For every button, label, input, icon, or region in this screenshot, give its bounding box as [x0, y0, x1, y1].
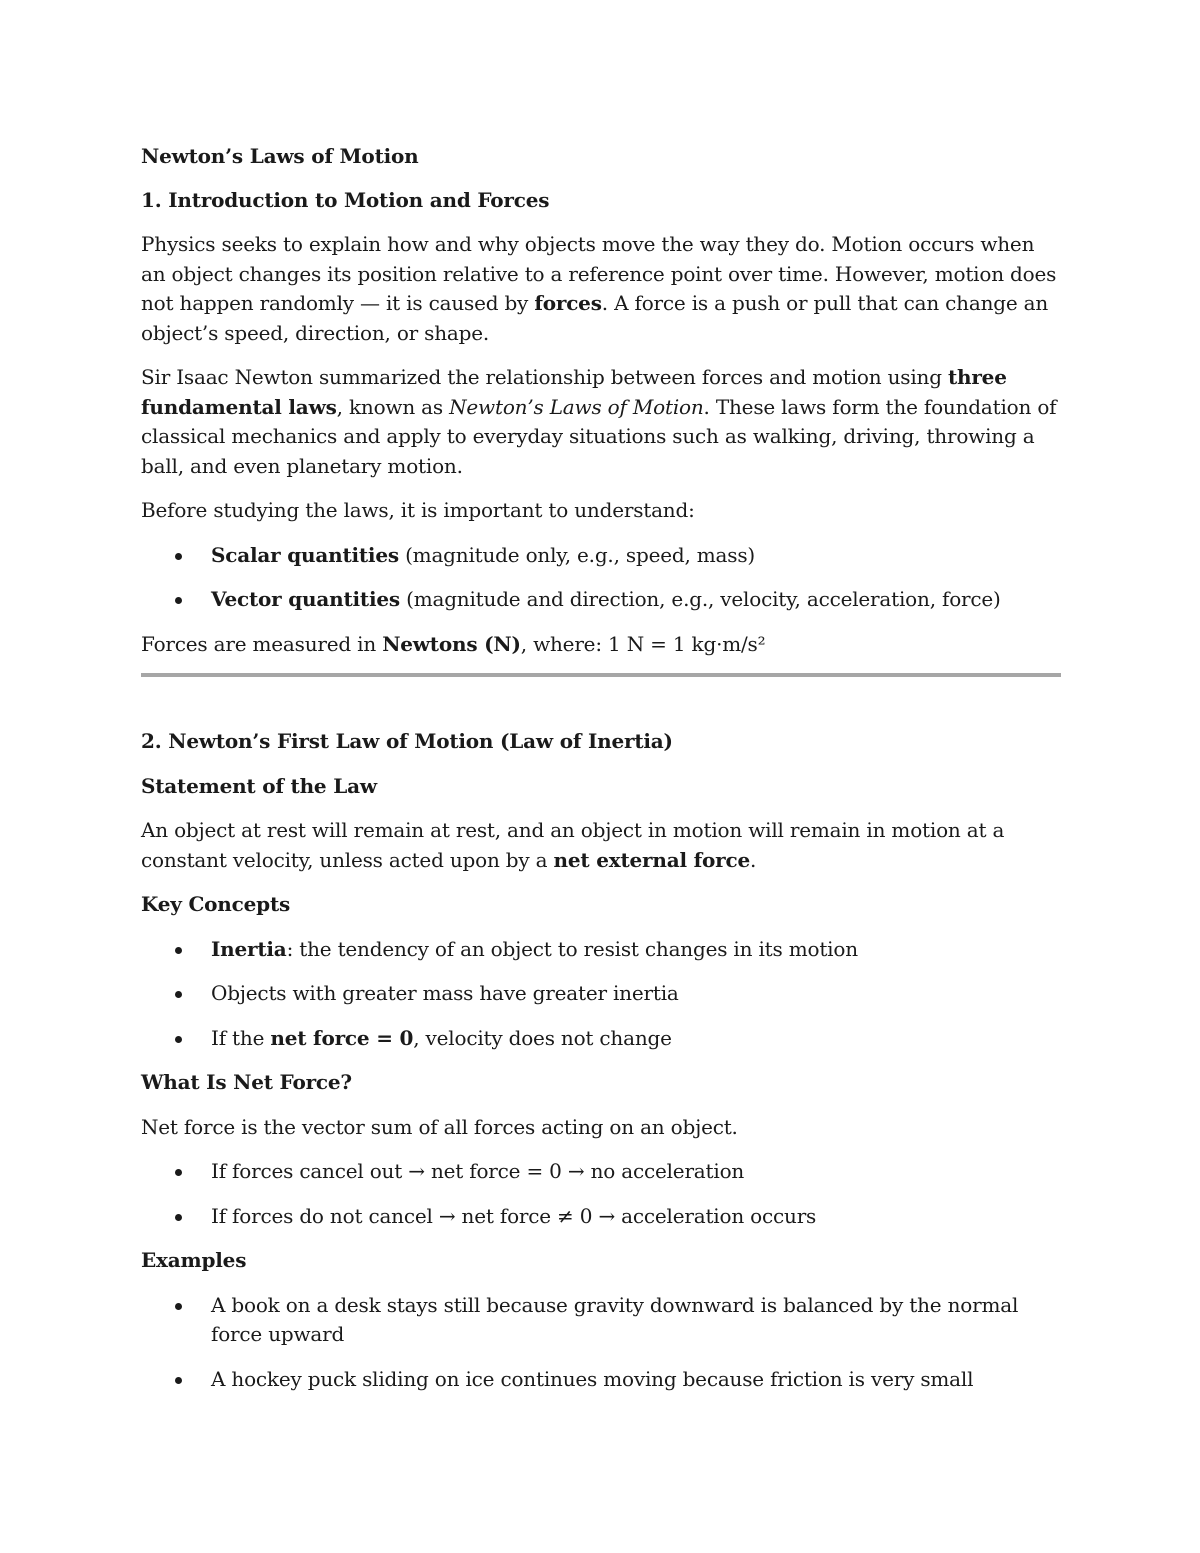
bold-term: net force = 0 — [270, 1025, 414, 1050]
text-run: . These laws form the foundation of classical mechanics and apply to everyday situations such as walking, driving, throwing a ball, and even planetary motion. — [141, 394, 1057, 478]
italic-term-newtons-laws: Newton’s Laws of Motion — [449, 394, 704, 419]
section-1-paragraph-2 — [141, 363, 1061, 481]
bold-term: Inertia — [211, 936, 287, 961]
section-1-heading: 1. Introduction to Motion and Forces — [141, 187, 550, 212]
key-concepts-heading: Key Concepts — [141, 892, 291, 916]
text-run: Forces are measured in — [141, 631, 383, 656]
bullet-icon — [175, 1377, 182, 1384]
list-item — [141, 1291, 1061, 1350]
section-1-paragraph-1 — [141, 230, 1061, 348]
text-run: (magnitude only, e.g., speed, mass) — [398, 542, 755, 567]
examples-list — [141, 1291, 1061, 1395]
bullet-icon — [175, 991, 182, 998]
text-run: . — [750, 847, 757, 872]
statement-paragraph — [141, 816, 1061, 875]
text-run: , velocity does not change — [413, 1025, 672, 1050]
text-run: A hockey puck sliding on ice continues moving because friction is very small — [211, 1366, 974, 1391]
document-title: Newton’s Laws of Motion — [141, 144, 419, 168]
quantities-list — [141, 541, 1061, 615]
section-1-paragraph-4 — [141, 630, 1061, 660]
bullet-icon — [175, 597, 182, 604]
bullet-icon — [175, 1169, 182, 1176]
statement-heading: Statement of the Law — [141, 773, 377, 798]
section-1-paragraph-3: Before studying the laws, it is important to understand: — [141, 498, 695, 522]
text-run: (magnitude and direction, e.g., velocity, acceleration, force) — [399, 587, 1001, 611]
net-force-list — [141, 1157, 1061, 1231]
bold-term-net-external-force: net external force — [553, 847, 750, 872]
list-item — [141, 1024, 1061, 1054]
bullet-icon — [175, 1214, 182, 1221]
bullet-icon — [175, 1303, 182, 1310]
text-run: : the tendency of an object to resist changes in its motion — [286, 936, 858, 961]
section-2-heading: 2. Newton’s First Law of Motion (Law of Inertia) — [141, 729, 673, 753]
bold-term-forces: forces — [534, 291, 602, 315]
list-item — [141, 935, 1061, 965]
text-run: . A force is a push or pull that can change an object’s speed, direction, or shape. — [141, 291, 1049, 345]
text-run: An object at rest will remain at rest, and an object in motion will remain in motion at a constant velocity, unless acted upon by a — [141, 818, 1005, 872]
list-item — [141, 585, 1061, 615]
net-force-paragraph: Net force is the vector sum of all forces acting on an object. — [141, 1114, 738, 1139]
list-item — [141, 1365, 1061, 1395]
bold-term-three-laws: three fundamental laws — [141, 365, 1007, 419]
bullet-icon — [175, 553, 182, 560]
bullet-icon — [175, 1036, 182, 1043]
list-item — [141, 1202, 1061, 1232]
horizontal-divider — [141, 673, 1061, 677]
text-run: If forces do not cancel → net force ≠ 0 → acceleration occurs — [211, 1203, 817, 1228]
net-force-heading: What Is Net Force? — [141, 1070, 352, 1094]
list-item — [141, 979, 1061, 1009]
bullet-icon — [175, 947, 182, 954]
key-concepts-list — [141, 935, 1061, 1054]
bold-term-newtons: Newtons (N) — [382, 631, 521, 656]
text-run: If the — [211, 1025, 271, 1050]
bold-term: Vector quantities — [211, 587, 400, 611]
text-run: Objects with greater mass have greater inertia — [211, 981, 679, 1005]
list-item — [141, 1157, 1061, 1187]
text-run: If forces cancel out → net force = 0 → no acceleration — [211, 1159, 745, 1183]
text-run: , where: 1 N = 1 kg·m/s² — [520, 631, 766, 656]
text-run: A book on a desk stays still because gravity downward is balanced by the normal force upward — [211, 1292, 1019, 1346]
text-run: Physics seeks to explain how and why objects move the way they do. Motion occurs when an object changes its position relative to a reference point over time. However, motion does not happen randomly — it is caused by — [141, 232, 1057, 315]
bold-term: Scalar quantities — [211, 542, 399, 567]
text-run: Sir Isaac Newton summarized the relationship between forces and motion using — [141, 365, 948, 389]
text-run: , known as — [336, 394, 450, 419]
list-item — [141, 541, 1061, 571]
examples-heading: Examples — [141, 1248, 247, 1272]
document-page — [141, 142, 1061, 1409]
